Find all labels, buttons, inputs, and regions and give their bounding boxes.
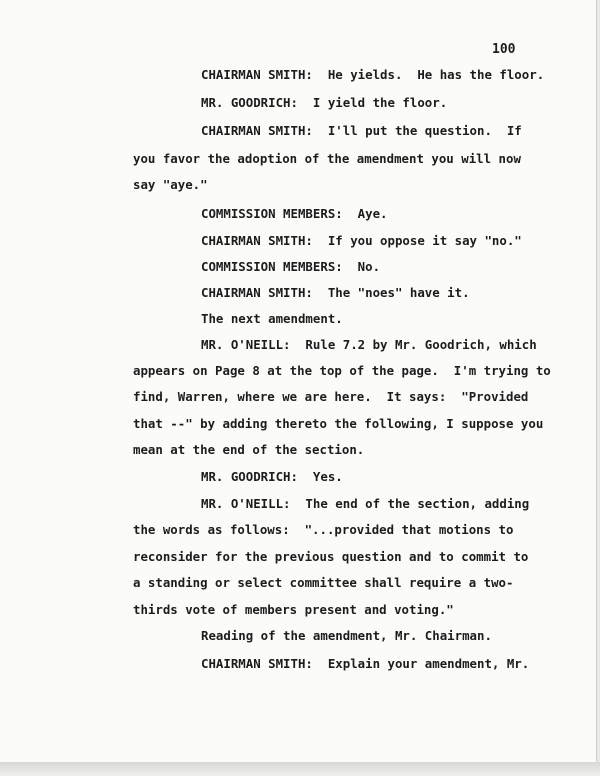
transcript-line: the words as follows: "...provided that motions to	[133, 522, 514, 537]
transcript-line: find, Warren, where we are here. It says: "Provided	[133, 389, 529, 404]
transcript-line: CHAIRMAN SMITH: I'll put the question. If	[201, 123, 522, 138]
transcript-line: mean at the end of the section.	[133, 442, 365, 457]
transcript-line: CHAIRMAN SMITH: The "noes" have it.	[201, 285, 470, 300]
transcript-line: COMMISSION MEMBERS: No.	[201, 259, 381, 274]
page-number: 100	[492, 42, 516, 57]
transcript-line: CHAIRMAN SMITH: Explain your amendment, Mr.	[201, 656, 530, 671]
transcript-line: CHAIRMAN SMITH: He yields. He has the floor.	[201, 67, 545, 82]
transcript-line: COMMISSION MEMBERS: Aye.	[201, 206, 388, 221]
transcript-line: CHAIRMAN SMITH: If you oppose it say "no."	[201, 233, 522, 248]
transcript-line: you favor the adoption of the amendment you will now	[133, 151, 521, 166]
transcript-line: MR. GOODRICH: Yes.	[201, 469, 343, 484]
transcript-line: Reading of the amendment, Mr. Chairman.	[201, 628, 492, 643]
transcript-line: reconsider for the previous question and to commit to	[133, 549, 529, 564]
page-bottom-edge	[0, 762, 600, 776]
transcript-line: appears on Page 8 at the top of the page. I'm trying to	[133, 363, 551, 378]
transcript-line: MR. O'NEILL: Rule 7.2 by Mr. Goodrich, which	[201, 337, 537, 352]
transcript-line: that --" by adding thereto the following, I suppose you	[133, 416, 544, 431]
transcript-line: thirds vote of members present and voting."	[133, 602, 454, 617]
transcript-line: say "aye."	[133, 177, 208, 192]
transcript-line: MR. GOODRICH: I yield the floor.	[201, 95, 448, 110]
transcript-line: a standing or select committee shall require a two-	[133, 575, 514, 590]
transcript-line: MR. O'NEILL: The end of the section, adding	[201, 496, 530, 511]
transcript-line: The next amendment.	[201, 311, 343, 326]
